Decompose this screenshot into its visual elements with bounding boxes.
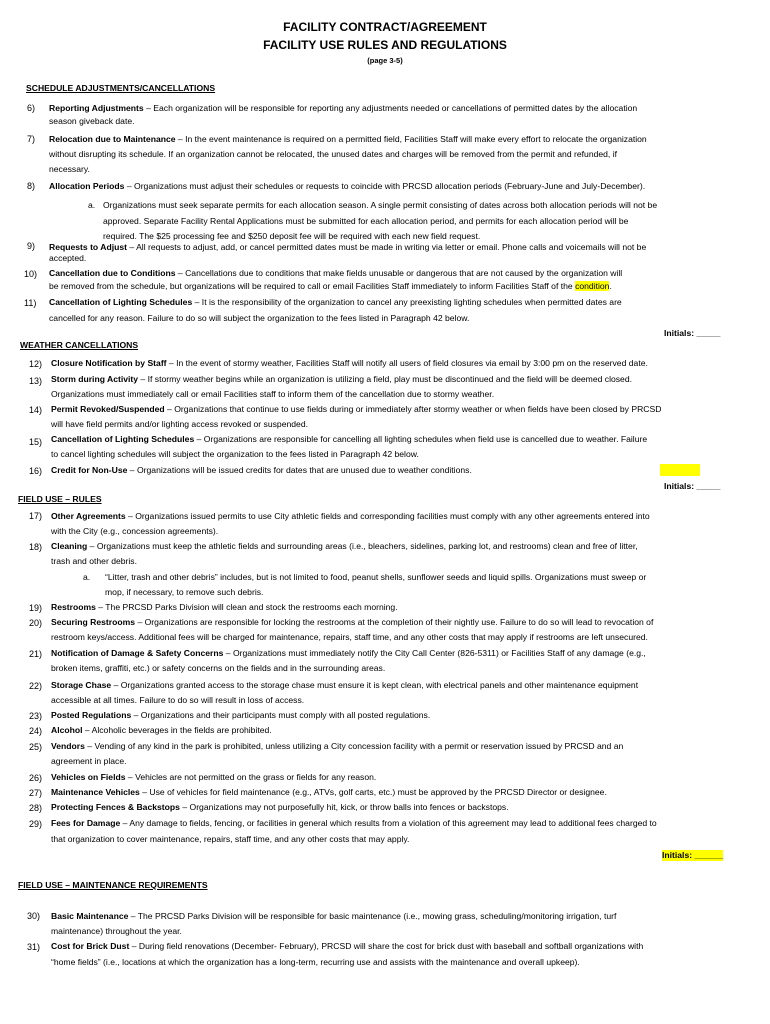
item-text: – Any damage to fields, fencing, or facilities in general which results from a violation of this agreement may lead to additional fees charged to bbox=[120, 818, 657, 828]
item-text: restroom keys/access. Additional fees will be charged for maintenance, repairs, staff time, and any other costs that may apply if restrooms are left unsecured. bbox=[51, 632, 648, 642]
item-number: 10) bbox=[24, 269, 38, 279]
item-number: 23) bbox=[29, 711, 43, 721]
section-weather-heading: WEATHER CANCELLATIONS bbox=[20, 340, 139, 350]
item-text: – Organizations are responsible for locking the restrooms at the completion of their nightly use. Failure to do so will lead to revocation of bbox=[135, 617, 654, 627]
item-title: Vehicles on Fields bbox=[51, 772, 126, 782]
item-text: – Organizations granted access to the storage chase must ensure it is kept clean, with electrical panels and other maintenance equipment bbox=[111, 680, 639, 690]
item-text: agreement in place. bbox=[51, 756, 127, 766]
section-maintenance-heading: FIELD USE – MAINTENANCE REQUIREMENTS bbox=[18, 880, 208, 890]
item-number: 7) bbox=[27, 134, 36, 144]
highlighted-text: condition bbox=[575, 281, 610, 291]
item-text: – Vehicles are not permitted on the grass or fields for any reason. bbox=[125, 772, 377, 782]
item-number: 11) bbox=[24, 298, 37, 308]
item-title: Notification of Damage & Safety Concerns bbox=[51, 648, 224, 658]
item-text: – Organizations will be issued credits for dates that are unused due to weather conditions. bbox=[127, 465, 472, 475]
item-text: – Alcoholic beverages in the fields are prohibited. bbox=[82, 725, 272, 735]
item-title: Storm during Activity bbox=[51, 374, 139, 384]
item-text: approved. Separate Facility Rental Applications must be submitted for each allocation period, and permits for each allocation period will be bbox=[103, 216, 629, 226]
item-title: Requests to Adjust bbox=[49, 242, 127, 252]
item-title: Cancellation of Lighting Schedules bbox=[51, 434, 195, 444]
item-title: Cancellation of Lighting Schedules bbox=[49, 297, 193, 307]
item-text: Organizations must seek separate permits for each allocation season. A single permit consisting of dates across both allocation periods will not be bbox=[103, 200, 658, 210]
initials-field[interactable]: Initials: ______ bbox=[662, 850, 724, 860]
item-title: Maintenance Vehicles bbox=[51, 787, 140, 797]
item-text: – Organizations must adjust their schedules or requests to coincide with PRCSD allocation periods (February-June and July-December). bbox=[124, 181, 646, 191]
item-text: – Organizations that continue to use fields during or immediately after stormy weather or when fields have been closed by PRCSD bbox=[164, 404, 662, 414]
item-text: – Use of vehicles for field maintenance (e.g., ATVs, golf carts, etc.) must be approved by the PRCSD Director or designee. bbox=[139, 787, 607, 797]
highlight-mark bbox=[660, 464, 700, 476]
item-number: 21) bbox=[29, 649, 43, 659]
item-number: 19) bbox=[29, 603, 43, 613]
document-subtitle: FACILITY USE RULES AND REGULATIONS bbox=[263, 38, 507, 52]
item-text: – The PRCSD Parks Division will clean and stock the restrooms each morning. bbox=[95, 602, 398, 612]
item-title: Permit Revoked/Suspended bbox=[51, 404, 165, 414]
item-number: 31) bbox=[27, 942, 41, 952]
item-title: Other Agreements bbox=[51, 511, 126, 521]
page-range: (page 3-5) bbox=[367, 56, 403, 65]
item-text: – Organizations issued permits to use City athletic fields and corresponding facilities must comply with any other agreements entered into bbox=[125, 511, 650, 521]
item-letter: a. bbox=[83, 572, 91, 582]
item-title: Fees for Damage bbox=[51, 818, 121, 828]
item-text: – In the event maintenance is required on a permitted field, Facilities Staff will make every effort to relocate the organization bbox=[175, 134, 647, 144]
item-text: – The PRCSD Parks Division will be responsible for basic maintenance (i.e., mowing grass, scheduling/monitoring irrigation, turf bbox=[128, 911, 617, 921]
item-number: 6) bbox=[27, 103, 36, 113]
item-text: trash and other debris. bbox=[51, 556, 137, 566]
item-text: mop, if necessary, to remove such debris. bbox=[105, 587, 264, 597]
item-text: – If stormy weather begins while an organization is utilizing a field, play must be discontinued and the field will be deemed closed. bbox=[138, 374, 633, 384]
item-number: 12) bbox=[29, 359, 43, 369]
item-title: Relocation due to Maintenance bbox=[49, 134, 176, 144]
item-text: accepted. bbox=[49, 253, 87, 263]
item-text: – Organizations may not purposefully hit, kick, or throw balls into fences or backstops. bbox=[179, 802, 509, 812]
item-title: Alcohol bbox=[51, 725, 83, 735]
item-text: will have field permits and/or lighting access revoked or suspended. bbox=[51, 419, 308, 429]
item-text: – Organizations must keep the athletic fields and surrounding areas (i.e., bleachers, sidelines, parking lot, and restrooms) clean and free of litter, bbox=[87, 541, 638, 551]
item-letter: a. bbox=[88, 200, 96, 210]
item-number: 9) bbox=[27, 241, 36, 251]
item-text: “home fields” (i.e., locations at which the organization has a long-term, recurring use and assists with the maintenance and overall upkeep). bbox=[51, 957, 580, 967]
item-text: – All requests to adjust, add, or cancel permitted dates must be made in writing via letter or email. Phone calls and voicemails will not be bbox=[127, 242, 647, 252]
initials-field[interactable]: Initials: _____ bbox=[664, 481, 721, 491]
item-text: broken items, graffiti, etc.) or safety concerns on the fields and in the surrounding areas. bbox=[51, 663, 386, 673]
item-text: accessible at all times. Failure to do so will result in loss of access. bbox=[51, 695, 305, 705]
item-title: Cleaning bbox=[51, 541, 88, 551]
document-title: FACILITY CONTRACT/AGREEMENT bbox=[283, 20, 487, 34]
item-number: 29) bbox=[29, 819, 43, 829]
item-number: 27) bbox=[29, 788, 43, 798]
item-text: with the City (e.g., concession agreements). bbox=[51, 526, 219, 536]
initials-field[interactable]: Initials: _____ bbox=[664, 328, 721, 338]
item-text: be removed from the schedule, but organizations will be required to call or email Facilities Staff immediately to inform Facilities Staff of the bbox=[49, 281, 576, 291]
item-title: Cost for Brick Dust bbox=[51, 941, 130, 951]
item-number: 16) bbox=[29, 466, 43, 476]
item-title: Allocation Periods bbox=[49, 181, 125, 191]
item-text: – It is the responsibility of the organization to cancel any preexisting lighting schedules when permitted dates are bbox=[192, 297, 622, 307]
item-text: to cancel lighting schedules will subject the organization to the fees listed in Paragraph 42 below. bbox=[51, 449, 419, 459]
item-text: season giveback date. bbox=[49, 116, 135, 126]
item-title: Protecting Fences & Backstops bbox=[51, 802, 180, 812]
item-title: Basic Maintenance bbox=[51, 911, 129, 921]
item-number: 15) bbox=[29, 437, 43, 447]
item-number: 26) bbox=[29, 773, 43, 783]
item-text: – Organizations are responsible for cancelling all lighting schedules when field use is cancelled due to weather. Failure bbox=[194, 434, 648, 444]
section-schedule-heading: SCHEDULE ADJUSTMENTS/CANCELLATIONS bbox=[26, 83, 216, 93]
item-title: Securing Restrooms bbox=[51, 617, 136, 627]
item-title: Closure Notification by Staff bbox=[51, 358, 167, 368]
item-number: 17) bbox=[29, 511, 43, 521]
item-text: cancelled for any reason. Failure to do so will subject the organization to the fees listed in Paragraph 42 below. bbox=[49, 313, 470, 323]
item-title: Cancellation due to Conditions bbox=[49, 268, 176, 278]
item-number: 8) bbox=[27, 181, 36, 191]
section-field-use-heading: FIELD USE – RULES bbox=[18, 494, 102, 504]
item-text: necessary. bbox=[49, 164, 90, 174]
item-text: without disrupting its schedule. If an organization cannot be relocated, the unused dates and charges will be removed from the permit and refunded, if bbox=[49, 149, 618, 159]
item-text: Organizations must immediately call or email Facilities staff to inform them of the cancellation due to stormy weather. bbox=[51, 389, 495, 399]
item-title: Storage Chase bbox=[51, 680, 112, 690]
item-number: 22) bbox=[29, 681, 43, 691]
item-number: 14) bbox=[29, 405, 43, 415]
item-number: 20) bbox=[29, 618, 43, 628]
item-title: Posted Regulations bbox=[51, 710, 132, 720]
item-text: that organization to cover maintenance, repairs, staff time, and any other costs that may apply. bbox=[51, 834, 410, 844]
item-number: 18) bbox=[29, 542, 43, 552]
item-title: Vendors bbox=[51, 741, 85, 751]
item-text: – Organizations must immediately notify the City Call Center (826-5311) or Facilities Staff of any damage (e.g., bbox=[223, 648, 646, 658]
item-text: – Vending of any kind in the park is prohibited, unless utilizing a City concession facility with a permit or reservation issued by PRCSD and an bbox=[84, 741, 624, 751]
item-title: Credit for Non-Use bbox=[51, 465, 128, 475]
item-text: – Organizations and their participants must comply with all posted regulations. bbox=[131, 710, 431, 720]
item-title: Restrooms bbox=[51, 602, 96, 612]
item-text: – Each organization will be responsible for reporting any adjustments needed or cancellations of permitted dates by the allocation bbox=[143, 103, 638, 113]
item-text: – During field renovations (December- February), PRCSD will share the cost for brick dust with baseball and softball organizations with bbox=[129, 941, 644, 951]
item-number: 30) bbox=[27, 911, 41, 921]
item-text: “Litter, trash and other debris” includes, but is not limited to food, peanut shells, sunflower seeds and liquid spills. Organizations must sweep or bbox=[105, 572, 647, 582]
item-number: 25) bbox=[29, 742, 43, 752]
item-number: 24) bbox=[29, 726, 43, 736]
item-text: – In the event of stormy weather, Facilities Staff will notify all users of field closures via email by 3:00 pm on the reserved date. bbox=[166, 358, 648, 368]
item-text: . bbox=[609, 281, 612, 291]
item-text: maintenance) throughout the year. bbox=[51, 926, 182, 936]
item-title: Reporting Adjustments bbox=[49, 103, 144, 113]
item-text: – Cancellations due to conditions that make fields unusable or dangerous that are not caused by the organization will bbox=[175, 268, 623, 278]
item-number: 13) bbox=[29, 376, 43, 386]
item-text: required. The $25 processing fee and $250 deposit fee will be required with each new field request. bbox=[103, 231, 481, 241]
item-number: 28) bbox=[29, 803, 43, 813]
